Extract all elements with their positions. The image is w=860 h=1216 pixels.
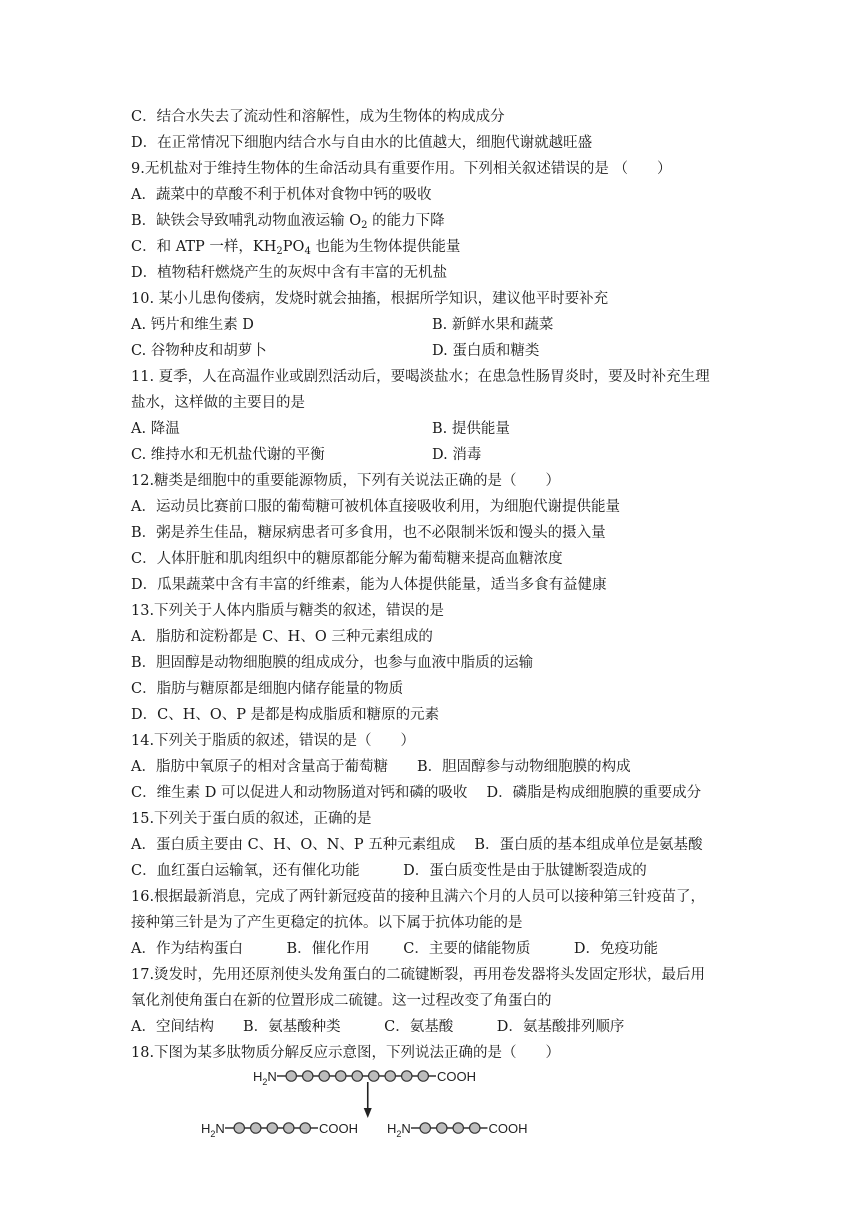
amino-acid-bead bbox=[352, 1071, 362, 1081]
option-text: A. 降温 bbox=[131, 421, 180, 437]
text-line: A．作为结构蛋白 B．催化作用 C．主要的储能物质 D．免疫功能 bbox=[131, 941, 658, 957]
option-text: D. 消毒 bbox=[432, 447, 482, 463]
carboxyl-terminus-label: COOH bbox=[319, 1121, 358, 1136]
text-line: C．人体肝脏和肌肉组织中的糖原都能分解为葡萄糖来提高血糖浓度 bbox=[131, 551, 563, 567]
text-line: A．空间结构 B．氨基酸种类 C．氨基酸 D．氨基酸排列顺序 bbox=[131, 1019, 625, 1035]
amino-acid-bead bbox=[420, 1123, 430, 1133]
text-line: 18.下图为某多肽物质分解反应示意图，下列说法正确的是（ ） bbox=[131, 1045, 561, 1061]
option-text: A. 钙片和维生素 D bbox=[131, 317, 254, 333]
text-line: 11. 夏季，人在高温作业或剧烈活动后，要喝淡盐水；在患急性肠胃炎时，要及时补充生理 bbox=[131, 369, 710, 385]
subscript: 4 bbox=[304, 246, 311, 257]
text-line: 13.下列关于人体内脂质与糖类的叙述，错误的是 bbox=[131, 603, 445, 619]
amino-acid-bead bbox=[418, 1071, 428, 1081]
amino-acid-bead bbox=[453, 1123, 463, 1133]
amino-acid-bead bbox=[437, 1123, 447, 1133]
text-span: PO bbox=[282, 239, 305, 255]
text-span: 的能力下降 bbox=[367, 213, 445, 229]
amino-acid-bead bbox=[369, 1071, 379, 1081]
subscript: 2 bbox=[361, 220, 368, 231]
text-line: D．在正常情况下细胞内结合水与自由水的比值越大，细胞代谢就越旺盛 bbox=[131, 135, 593, 151]
option-text: C. 谷物种皮和胡萝卜 bbox=[131, 343, 267, 359]
amino-acid-bead bbox=[234, 1123, 244, 1133]
text-line: 接种第三针是为了产生更稳定的抗体。以下属于抗体功能的是 bbox=[131, 915, 523, 931]
amino-acid-bead bbox=[385, 1071, 395, 1081]
reaction-arrow-head bbox=[364, 1108, 372, 1118]
text-line: C．维生素 D 可以促进人和动物肠道对钙和磷的吸收 D．磷脂是构成细胞膜的重要成分 bbox=[131, 785, 702, 801]
text-line: A．蛋白质主要由 C、H、O、N、P 五种元素组成 B．蛋白质的基本组成单位是氨基酸 bbox=[131, 837, 703, 853]
option-row bbox=[131, 416, 731, 442]
amino-acid-bead bbox=[303, 1071, 313, 1081]
text-line: A．蔬菜中的草酸不利于机体对食物中钙的吸收 bbox=[131, 187, 432, 203]
text-line: B．粥是养生佳品，糖尿病患者可多食用，也不必限制米饭和馒头的摄入量 bbox=[131, 525, 606, 541]
subscript: 2 bbox=[276, 246, 283, 257]
amino-terminus-label: $H_2N$ bbox=[387, 1121, 411, 1139]
text-line: 16.根据最新消息，完成了两针新冠疫苗的接种且满六个月的人员可以接种第三针疫苗了， bbox=[131, 889, 706, 905]
amino-terminus-label: $H_2N$ bbox=[253, 1069, 277, 1087]
amino-acid-bead bbox=[267, 1123, 277, 1133]
amino-acid-bead bbox=[300, 1123, 310, 1133]
option-text: B. 新鲜水果和蔬菜 bbox=[432, 317, 554, 333]
amino-acid-bead bbox=[251, 1123, 261, 1133]
amino-acid-bead bbox=[402, 1071, 412, 1081]
text-line: B．胆固醇是动物细胞膜的组成成分，也参与血液中脂质的运输 bbox=[131, 655, 534, 671]
amino-acid-bead bbox=[284, 1123, 294, 1133]
carboxyl-terminus-label: COOH bbox=[437, 1069, 476, 1084]
option-row bbox=[131, 442, 731, 468]
text-line: 氧化剂使角蛋白在新的位置形成二硫键。这一过程改变了角蛋白的 bbox=[131, 993, 552, 1009]
carboxyl-terminus-label: COOH bbox=[488, 1121, 528, 1136]
text-line: 10. 某小儿患佝偻病，发烧时就会抽搐，根据所学知识，建议他平时要补充 bbox=[131, 291, 609, 307]
amino-acid-bead bbox=[319, 1071, 329, 1081]
text-line: 9.无机盐对于维持生物体的生命活动具有重要作用。下列相关叙述错误的是 （ ） bbox=[131, 161, 672, 177]
option-row bbox=[131, 312, 731, 338]
amino-terminus-label: $H_2N$ bbox=[201, 1121, 225, 1139]
polypeptide-hydrolysis-diagram bbox=[195, 1062, 555, 1152]
option-text: B. 提供能量 bbox=[432, 421, 510, 437]
text-line: A．脂肪中氧原子的相对含量高于葡萄糖 B．胆固醇参与动物细胞膜的构成 bbox=[131, 759, 631, 775]
text-line: 15.下列关于蛋白质的叙述，正确的是 bbox=[131, 811, 372, 827]
text-line: D．瓜果蔬菜中含有丰富的纤维素，能为人体提供能量，适当多食有益健康 bbox=[131, 577, 607, 593]
text-span: 也能为生物体提供能量 bbox=[310, 239, 461, 255]
text-line: D．C、H、O、P 是都是构成脂质和糖原的元素 bbox=[131, 707, 440, 723]
text-span: C．和 ATP 一样，KH bbox=[131, 239, 277, 255]
text-line: A．运动员比赛前口服的葡萄糖可被机体直接吸收利用，为细胞代谢提供能量 bbox=[131, 499, 620, 515]
text-line: 14.下列关于脂质的叙述，错误的是（ ） bbox=[131, 733, 416, 749]
amino-acid-bead bbox=[286, 1071, 296, 1081]
option-text: D. 蛋白质和糖类 bbox=[432, 343, 540, 359]
option-row bbox=[131, 338, 731, 364]
text-line: 12.糖类是细胞中的重要能源物质，下列有关说法正确的是（ ） bbox=[131, 473, 561, 489]
text-line: C．脂肪与糖原都是细胞内储存能量的物质 bbox=[131, 681, 404, 697]
amino-acid-bead bbox=[470, 1123, 480, 1133]
question-text bbox=[131, 104, 731, 1066]
option-text: C. 维持水和无机盐代谢的平衡 bbox=[131, 447, 325, 463]
text-line: 盐水，这样做的主要目的是 bbox=[131, 395, 305, 411]
text-line: C．血红蛋白运输氧，还有催化功能 D．蛋白质变性是由于肽键断裂造成的 bbox=[131, 863, 647, 879]
text-line bbox=[131, 234, 731, 260]
text-line: D．植物秸秆燃烧产生的灰烬中含有丰富的无机盐 bbox=[131, 265, 448, 281]
text-line bbox=[131, 208, 731, 234]
text-line: A．脂肪和淀粉都是 C、H、O 三种元素组成的 bbox=[131, 629, 433, 645]
amino-acid-bead bbox=[336, 1071, 346, 1081]
text-line: 17.烫发时，先用还原剂使头发角蛋白的二硫键断裂，再用卷发器将头发固定形状，最后用 bbox=[131, 967, 706, 983]
text-span: B．缺铁会导致哺乳动物血液运输 O bbox=[131, 213, 362, 229]
text-line: C．结合水失去了流动性和溶解性，成为生物体的构成成分 bbox=[131, 109, 505, 125]
